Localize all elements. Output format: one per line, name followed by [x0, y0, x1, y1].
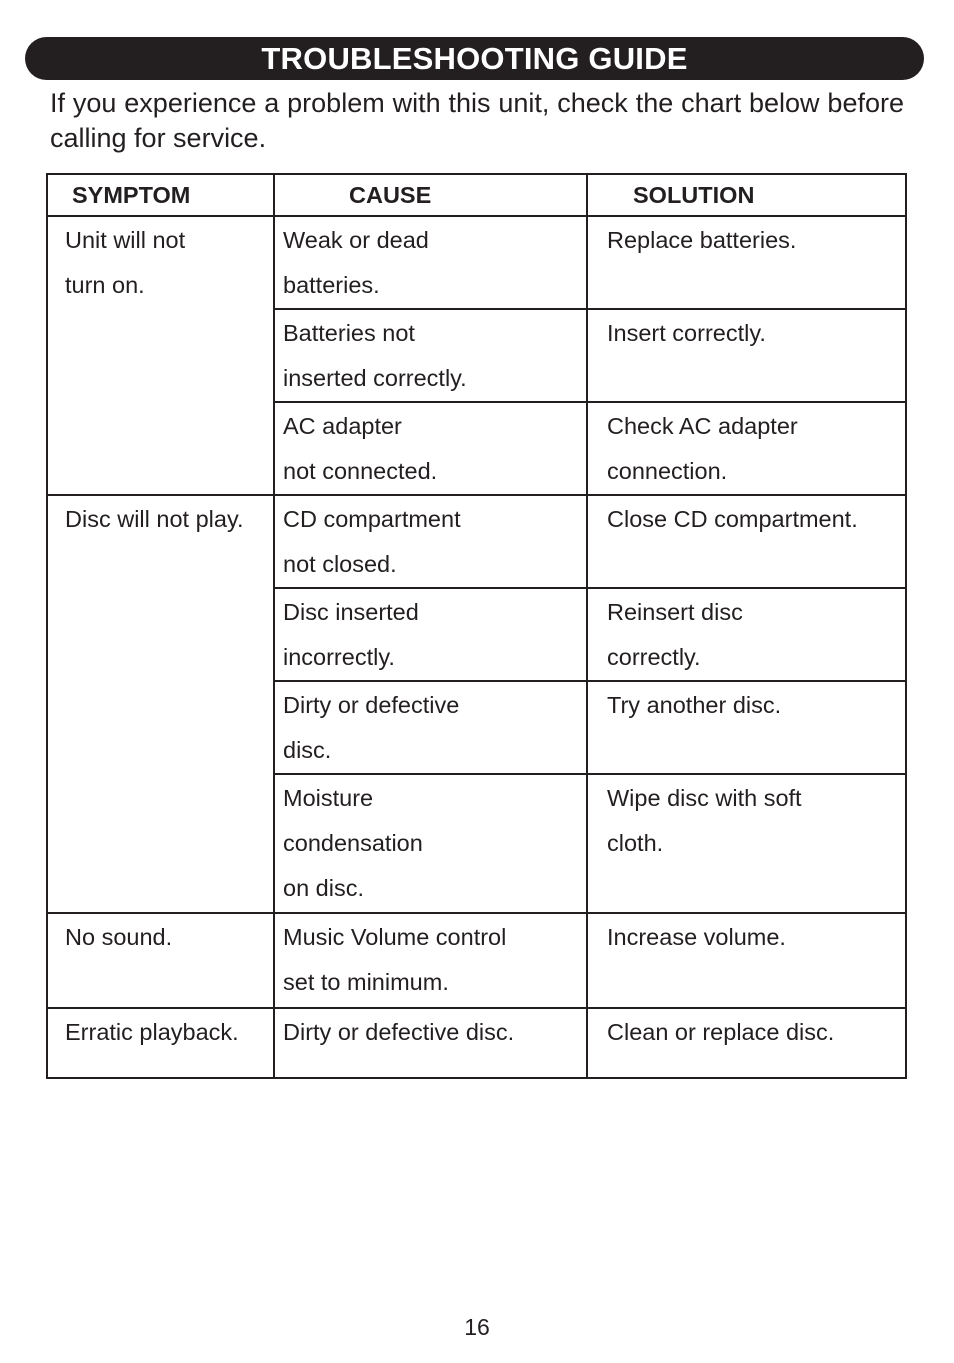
header-solution: SOLUTION	[587, 174, 906, 216]
solution-text: Replace batteries.	[607, 227, 797, 253]
cause-text: AC adapter not connected.	[283, 413, 438, 484]
solution-cell	[587, 681, 906, 774]
symptom-text: Unit will not turn on.	[65, 227, 186, 298]
solution-cell	[587, 402, 906, 495]
cause-text: Batteries not inserted correctly.	[283, 320, 467, 391]
cause-text: Weak or dead batteries.	[283, 227, 429, 298]
troubleshooting-table	[46, 173, 907, 1079]
solution-cell	[587, 588, 906, 681]
cause-text: Dirty or defective disc.	[283, 692, 460, 763]
symptom-text: Erratic playback.	[65, 1019, 239, 1045]
solution-cell	[587, 495, 906, 588]
cause-cell	[274, 1008, 587, 1078]
cause-text: Disc inserted incorrectly.	[283, 599, 419, 670]
table-row	[47, 1008, 906, 1078]
solution-text: Clean or replace disc.	[607, 1019, 835, 1045]
cause-cell	[274, 588, 587, 681]
intro-paragraph: If you experience a problem with this unit, check the chart below before calling for service.	[50, 88, 904, 153]
solution-text: Check AC adapter connection.	[607, 413, 798, 484]
symptom-cell	[47, 495, 274, 913]
solution-text: Reinsert disc correctly.	[607, 599, 743, 670]
page-number: 16	[464, 1314, 490, 1340]
header-cause: CAUSE	[274, 174, 587, 216]
solution-text: Try another disc.	[607, 692, 782, 718]
symptom-cell	[47, 216, 274, 495]
solution-cell	[587, 216, 906, 309]
cause-cell	[274, 681, 587, 774]
table-row	[47, 913, 906, 1008]
cause-cell	[274, 774, 587, 913]
cause-text: Moisture condensation on disc.	[283, 785, 423, 901]
cause-cell	[274, 402, 587, 495]
symptom-cell	[47, 913, 274, 1008]
solution-text: Wipe disc with soft cloth.	[607, 785, 802, 856]
solution-cell	[587, 1008, 906, 1078]
solution-text: Increase volume.	[607, 924, 786, 950]
title-banner	[25, 37, 924, 80]
solution-text: Insert correctly.	[607, 320, 766, 346]
cause-cell	[274, 913, 587, 1008]
table-row	[47, 216, 906, 309]
symptom-cell	[47, 1008, 274, 1078]
symptom-text: No sound.	[65, 924, 173, 950]
solution-cell	[587, 913, 906, 1008]
cause-text: CD compartment not closed.	[283, 506, 461, 577]
cause-cell	[274, 495, 587, 588]
cause-text: Dirty or defective disc.	[283, 1019, 515, 1045]
cause-cell	[274, 309, 587, 402]
solution-cell	[587, 309, 906, 402]
solution-text: Close CD compartment.	[607, 506, 858, 532]
header-symptom: SYMPTOM	[47, 174, 274, 216]
table-header-row	[47, 174, 906, 216]
page-title: TROUBLESHOOTING GUIDE	[261, 41, 688, 76]
table-row	[47, 495, 906, 588]
solution-cell	[587, 774, 906, 913]
symptom-text: Disc will not play.	[65, 506, 244, 532]
cause-text: Music Volume control set to minimum.	[283, 924, 507, 995]
cause-cell	[274, 216, 587, 309]
